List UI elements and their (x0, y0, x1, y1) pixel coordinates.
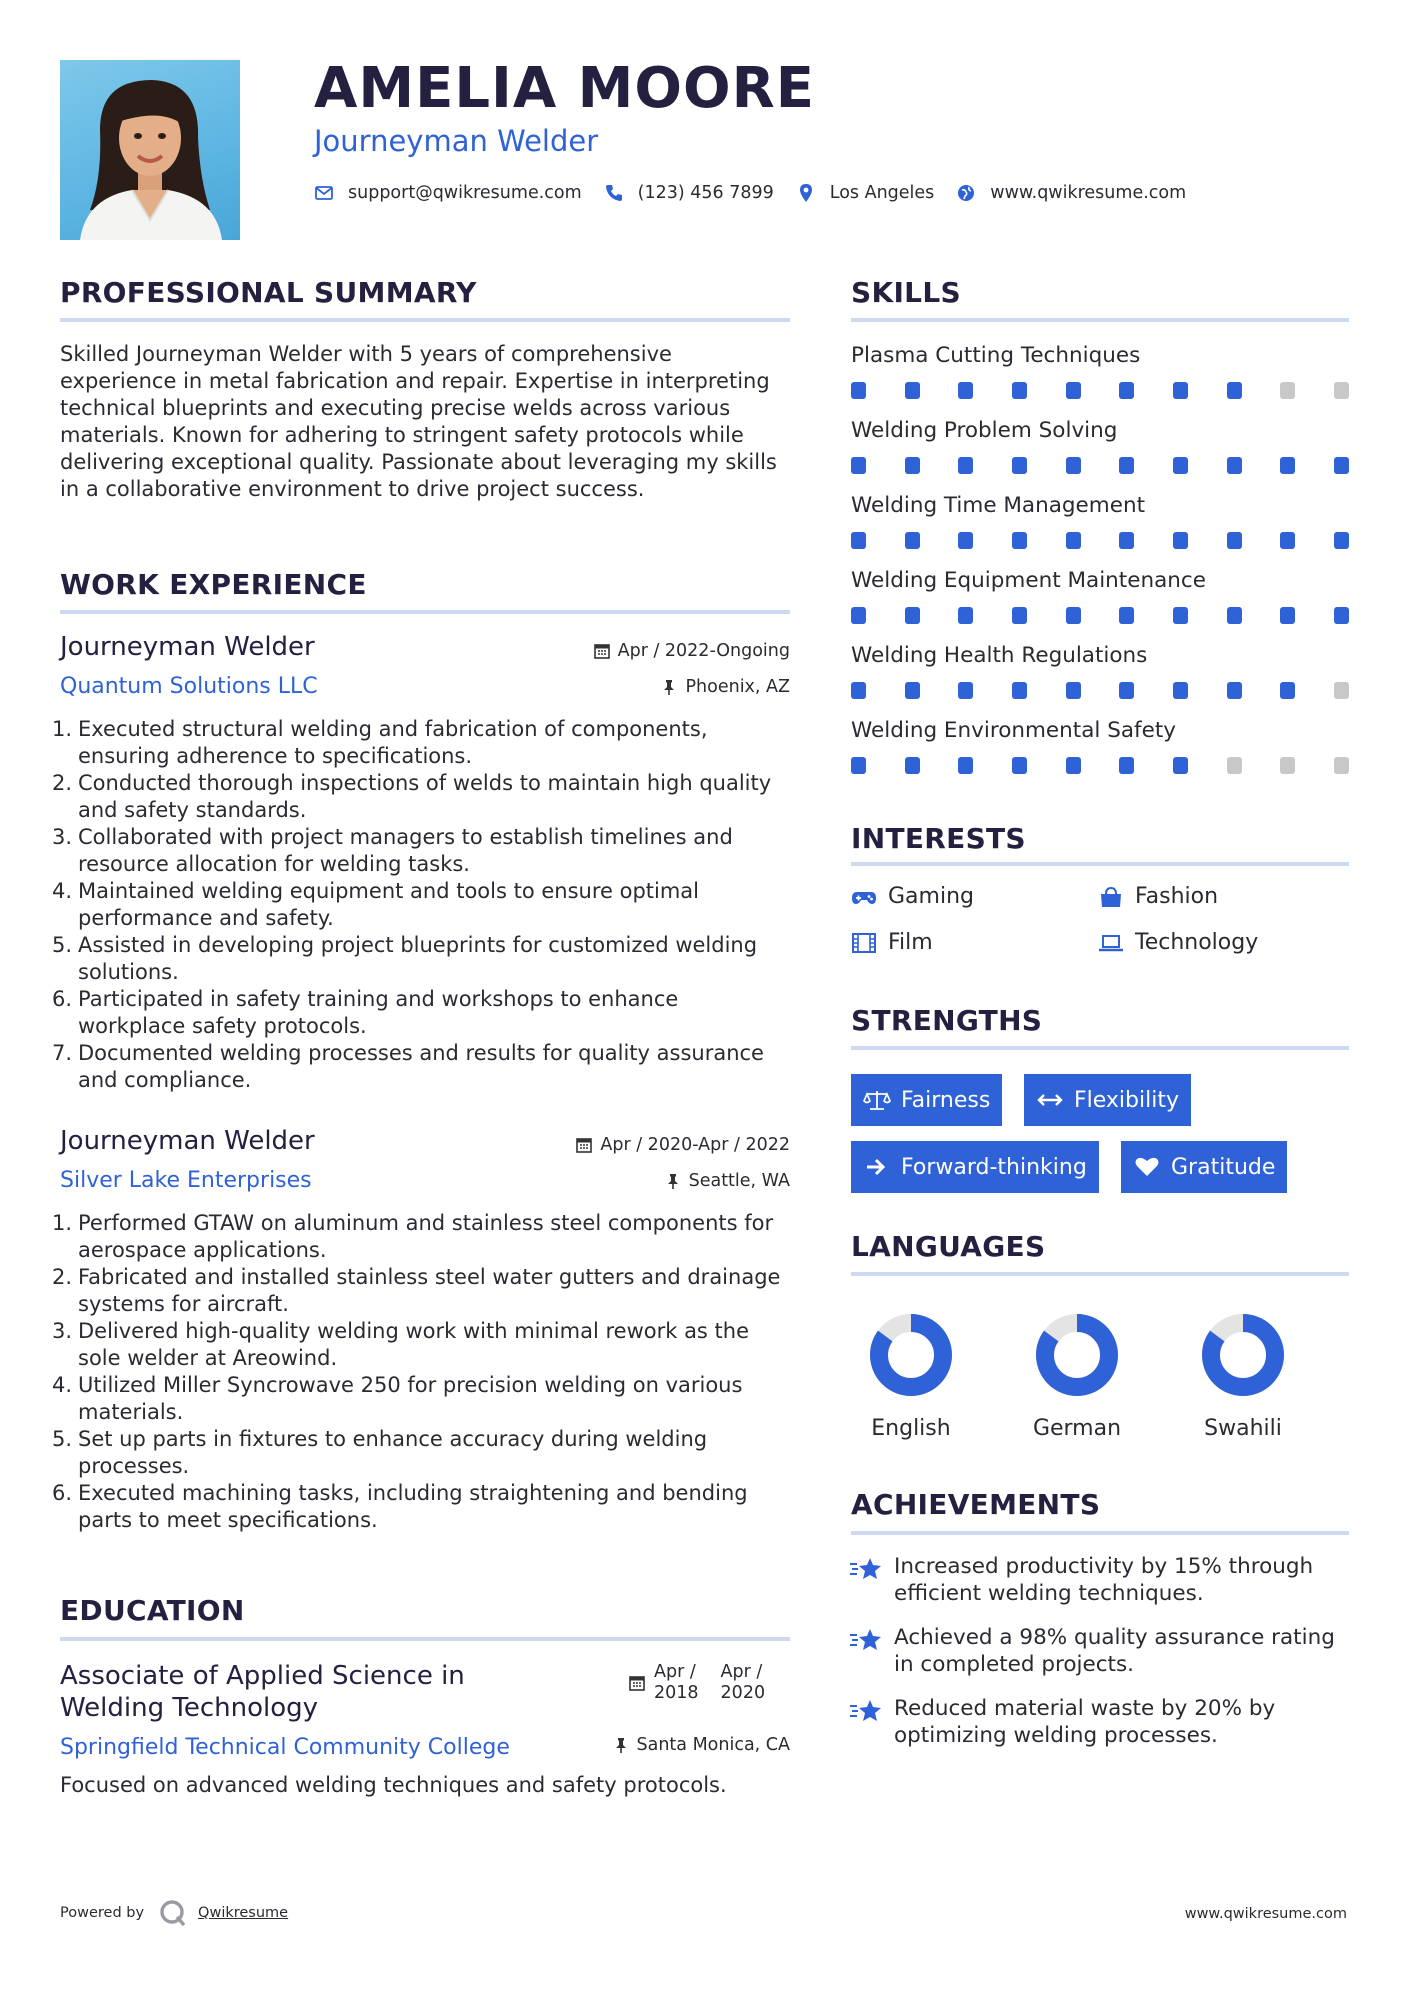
education-degree-line-1: Associate of Applied Science in (60, 1661, 465, 1691)
job-1-title: Journeyman Welder (60, 632, 315, 662)
skill-dot-empty (1334, 682, 1349, 699)
skill-dot-filled (1066, 457, 1081, 474)
person-portrait-icon (60, 60, 240, 240)
contact-location: Los Angeles (829, 183, 935, 203)
language-donut-german (1034, 1312, 1120, 1398)
skill-dot-filled (958, 457, 973, 474)
job-2-location-text: Seattle, WA (688, 1171, 790, 1191)
heart-icon (1133, 1156, 1161, 1178)
skill-dot-filled (1334, 457, 1349, 474)
skill-dot-filled (1227, 382, 1242, 399)
skill-dot-filled (1066, 532, 1081, 549)
skill-dot-filled (1119, 757, 1134, 774)
skill-rating (851, 532, 1349, 549)
list-item: 2. Fabricated and installed stainless steel water gutters and drainage systems for aircraft. (52, 1265, 781, 1316)
skill-rating (851, 457, 1349, 474)
skill-name: Welding Environmental Safety (851, 718, 1176, 743)
skill-dot-empty (1280, 757, 1295, 774)
skill-dot-filled (1227, 682, 1242, 699)
skill-dot-filled (905, 457, 920, 474)
achievements-divider (851, 1531, 1349, 1535)
footer-powered-by (60, 1898, 288, 1928)
job-1-date (593, 641, 790, 661)
skill-dot-filled (851, 757, 866, 774)
skill-dot-filled (1119, 607, 1134, 624)
skill-dot-filled (1066, 382, 1081, 399)
list-item: 1. Performed GTAW on aluminum and stainless steel components for aerospace applications. (52, 1211, 774, 1262)
strength-tag (1121, 1141, 1287, 1193)
skill-dot-filled (1280, 607, 1295, 624)
achievement-text: Achieved a 98% quality assurance rating in completed projects. (894, 1625, 1335, 1677)
list-item: 7. Documented welding processes and results for quality assurance and compliance. (52, 1041, 764, 1092)
experience-title: WORK EXPERIENCE (60, 568, 367, 601)
brand-link[interactable]: Qwikresume (198, 1905, 289, 1921)
achievements-title: ACHIEVEMENTS (851, 1488, 1101, 1521)
laptop-icon (1098, 932, 1124, 954)
skill-dot-filled (1173, 607, 1188, 624)
job-1-company: Quantum Solutions LLC (60, 674, 318, 699)
skill-dot-filled (905, 682, 920, 699)
skill-rating (851, 757, 1349, 774)
shooting-star-icon (849, 1626, 883, 1654)
skill-name: Welding Equipment Maintenance (851, 568, 1206, 593)
skill-dot-filled (1227, 532, 1242, 549)
balance-scale-icon (863, 1089, 891, 1111)
strength-tag (1024, 1074, 1191, 1126)
strength-label: Forward-thinking (901, 1154, 1087, 1180)
strength-label: Gratitude (1171, 1154, 1276, 1180)
contact-website[interactable]: www.qwikresume.com (990, 183, 1187, 203)
education-degree (60, 1660, 465, 1724)
skill-dot-filled (1066, 682, 1081, 699)
education-description: Focused on advanced welding techniques and safety protocols. (60, 1773, 727, 1797)
summary-divider (60, 318, 790, 322)
arrow-right-icon (863, 1156, 891, 1178)
calendar-icon (593, 642, 611, 660)
list-item: 1. Executed structural welding and fabrication of components, ensuring adherence to specifications. (52, 717, 708, 768)
list-item: 5. Set up parts in fixtures to enhance accuracy during welding processes. (52, 1427, 708, 1478)
experience-divider (60, 610, 790, 614)
job-2-date-text: Apr / 2020-Apr / 2022 (600, 1135, 790, 1155)
interest-label: Gaming (888, 884, 974, 909)
globe-icon (956, 183, 976, 203)
skill-dot-filled (1280, 532, 1295, 549)
skill-dot-filled (1012, 382, 1027, 399)
skill-dot-filled (1173, 532, 1188, 549)
skill-dot-filled (1119, 682, 1134, 699)
skill-rating (851, 607, 1349, 624)
contact-bar (314, 180, 1208, 206)
education-dates (628, 1662, 765, 1704)
powered-by-text: Powered by (60, 1905, 145, 1921)
skill-dot-filled (1012, 682, 1027, 699)
footer-website[interactable]: www.qwikresume.com (1184, 1906, 1347, 1922)
list-item: 4. Maintained welding equipment and tools to ensure optimal performance and safety. (52, 879, 700, 930)
skill-dot-empty (1280, 382, 1295, 399)
skill-dot-empty (1334, 382, 1349, 399)
job-1-location (660, 677, 790, 697)
shopping-bag-icon (1098, 886, 1124, 908)
interest-fashion (1098, 884, 1218, 909)
skill-dot-filled (958, 532, 973, 549)
pushpin-icon (612, 1736, 630, 1754)
job-1-date-text: Apr / 2022-Ongoing (617, 641, 790, 661)
skill-dot-filled (851, 457, 866, 474)
contact-phone[interactable]: (123) 456 7899 (637, 183, 774, 203)
profile-photo (60, 60, 240, 240)
education-start-year: 2018 (654, 1683, 699, 1703)
job-1-location-text: Phoenix, AZ (685, 677, 790, 697)
job-1-duties (52, 716, 790, 1094)
job-2-location (664, 1171, 790, 1191)
skills-divider (851, 318, 1349, 322)
skill-name: Plasma Cutting Techniques (851, 343, 1141, 368)
education-school: Springfield Technical Community College (60, 1735, 510, 1760)
list-item: 5. Assisted in developing project blueprints for customized welding solutions. (52, 933, 758, 984)
achievement-item (849, 1624, 1359, 1678)
calendar-icon (628, 1674, 646, 1692)
languages-divider (851, 1272, 1349, 1276)
skill-dot-filled (1280, 457, 1295, 474)
skill-dot-filled (1012, 757, 1027, 774)
qwikresume-logo-icon (158, 1898, 188, 1928)
skill-rating (851, 382, 1349, 399)
skill-dot-filled (1119, 382, 1134, 399)
education-location (612, 1735, 791, 1755)
list-item: 4. Utilized Miller Syncrowave 250 for precision welding on various materials. (52, 1373, 743, 1424)
list-item: 3. Collaborated with project managers to establish timelines and resource allocation for welding tasks. (52, 825, 733, 876)
list-item: 6. Participated in safety training and workshops to enhance workplace safety protocols. (52, 987, 679, 1038)
skill-dot-filled (1066, 607, 1081, 624)
education-start-month: Apr / (654, 1662, 696, 1682)
skill-dot-filled (958, 607, 973, 624)
phone-icon (604, 183, 624, 203)
list-item: 2. Conducted thorough inspections of welds to maintain high quality and safety standards. (52, 771, 772, 822)
skill-name: Welding Health Regulations (851, 643, 1148, 668)
contact-email[interactable]: support@qwikresume.com (348, 183, 582, 203)
skill-dot-empty (1334, 757, 1349, 774)
pushpin-icon (664, 1172, 682, 1190)
skill-dot-filled (1119, 532, 1134, 549)
skill-rating (851, 682, 1349, 699)
gamepad-icon (851, 886, 877, 908)
skill-dot-filled (851, 532, 866, 549)
skill-dot-filled (1334, 532, 1349, 549)
interest-gaming (851, 884, 974, 909)
skill-dot-filled (1173, 457, 1188, 474)
strength-tag (851, 1141, 1099, 1193)
education-end-month: Apr / (720, 1662, 763, 1682)
map-pin-icon (796, 183, 816, 203)
strength-tag (851, 1074, 1002, 1126)
strength-label: Fairness (901, 1087, 991, 1113)
interests-title: INTERESTS (851, 822, 1026, 855)
education-divider (60, 1637, 790, 1641)
education-end-year: 2020 (720, 1683, 766, 1703)
interest-film (851, 930, 933, 955)
achievement-text: Reduced material waste by 20% by optimizing welding processes. (894, 1696, 1276, 1748)
job-2-date (575, 1135, 790, 1155)
pushpin-icon (660, 678, 678, 696)
language-label: English (871, 1416, 951, 1441)
language-donut-swahili (1200, 1312, 1286, 1398)
candidate-role: Journeyman Welder (314, 124, 599, 158)
achievement-item (849, 1695, 1359, 1749)
strengths-divider (851, 1046, 1349, 1050)
skill-name: Welding Time Management (851, 493, 1146, 518)
list-item: 3. Delivered high-quality welding work with minimal rework as the sole welder at Areowind. (52, 1319, 750, 1370)
shooting-star-icon (849, 1555, 883, 1583)
languages-title: LANGUAGES (851, 1230, 1046, 1263)
skill-name: Welding Problem Solving (851, 418, 1118, 443)
list-item: 6. Executed machining tasks, including straightening and bending parts to meet specifications. (52, 1481, 748, 1532)
shooting-star-icon (849, 1697, 883, 1725)
skill-dot-filled (851, 607, 866, 624)
skill-dot-filled (958, 382, 973, 399)
education-degree-line-2: Welding Technology (60, 1693, 319, 1723)
achievement-text: Increased productivity by 15% through efficient welding techniques. (894, 1554, 1314, 1606)
skill-dot-filled (1227, 607, 1242, 624)
language-label: Swahili (1204, 1416, 1282, 1441)
skill-dot-filled (958, 757, 973, 774)
education-end (721, 1662, 766, 1704)
skill-dot-filled (1119, 457, 1134, 474)
skill-dot-filled (1173, 682, 1188, 699)
strength-label: Flexibility (1074, 1087, 1179, 1113)
education-location-text: Santa Monica, CA (636, 1735, 790, 1755)
skill-dot-filled (1227, 457, 1242, 474)
skill-dot-filled (1334, 607, 1349, 624)
job-2-company: Silver Lake Enterprises (60, 1168, 312, 1193)
interests-divider (851, 862, 1349, 866)
education-start (654, 1662, 699, 1704)
summary-text: Skilled Journeyman Welder with 5 years of comprehensive experience in metal fabrication and repair. Expertise in interpreting technical blueprints and executing precise welds across various materials. Known for adhering to stringent safety protocols while delivering exceptional quality. Passionate about leveraging my skills in a collaborative environment to drive project success. (60, 342, 777, 501)
interest-label: Film (888, 930, 933, 955)
skill-dot-filled (905, 382, 920, 399)
language-label: German (1032, 1416, 1122, 1441)
language-donut-english (868, 1312, 954, 1398)
strengths-title: STRENGTHS (851, 1004, 1043, 1037)
skill-dot-filled (1173, 757, 1188, 774)
skill-dot-filled (905, 607, 920, 624)
candidate-name: AMELIA MOORE (314, 56, 815, 121)
summary-title: PROFESSIONAL SUMMARY (60, 276, 477, 309)
film-icon (851, 932, 877, 954)
skill-dot-filled (1173, 382, 1188, 399)
skill-dot-empty (1227, 757, 1242, 774)
achievement-item (849, 1553, 1359, 1607)
skills-title: SKILLS (851, 276, 961, 309)
skill-dot-filled (851, 682, 866, 699)
skill-dot-filled (1012, 607, 1027, 624)
skill-dot-filled (851, 382, 866, 399)
skill-dot-filled (905, 532, 920, 549)
job-2-title: Journeyman Welder (60, 1126, 315, 1156)
interest-label: Fashion (1135, 884, 1219, 909)
education-title: EDUCATION (60, 1594, 245, 1627)
calendar-icon (575, 1136, 593, 1154)
skill-dot-filled (1012, 457, 1027, 474)
arrows-horizontal-icon (1036, 1089, 1064, 1111)
skill-dot-filled (1012, 532, 1027, 549)
envelope-icon (314, 183, 334, 203)
interest-technology (1098, 930, 1258, 955)
skill-dot-filled (1066, 757, 1081, 774)
job-2-duties (52, 1210, 790, 1534)
skill-dot-filled (905, 757, 920, 774)
skill-dot-filled (958, 682, 973, 699)
skill-dot-filled (1280, 682, 1295, 699)
interest-label: Technology (1135, 930, 1259, 955)
